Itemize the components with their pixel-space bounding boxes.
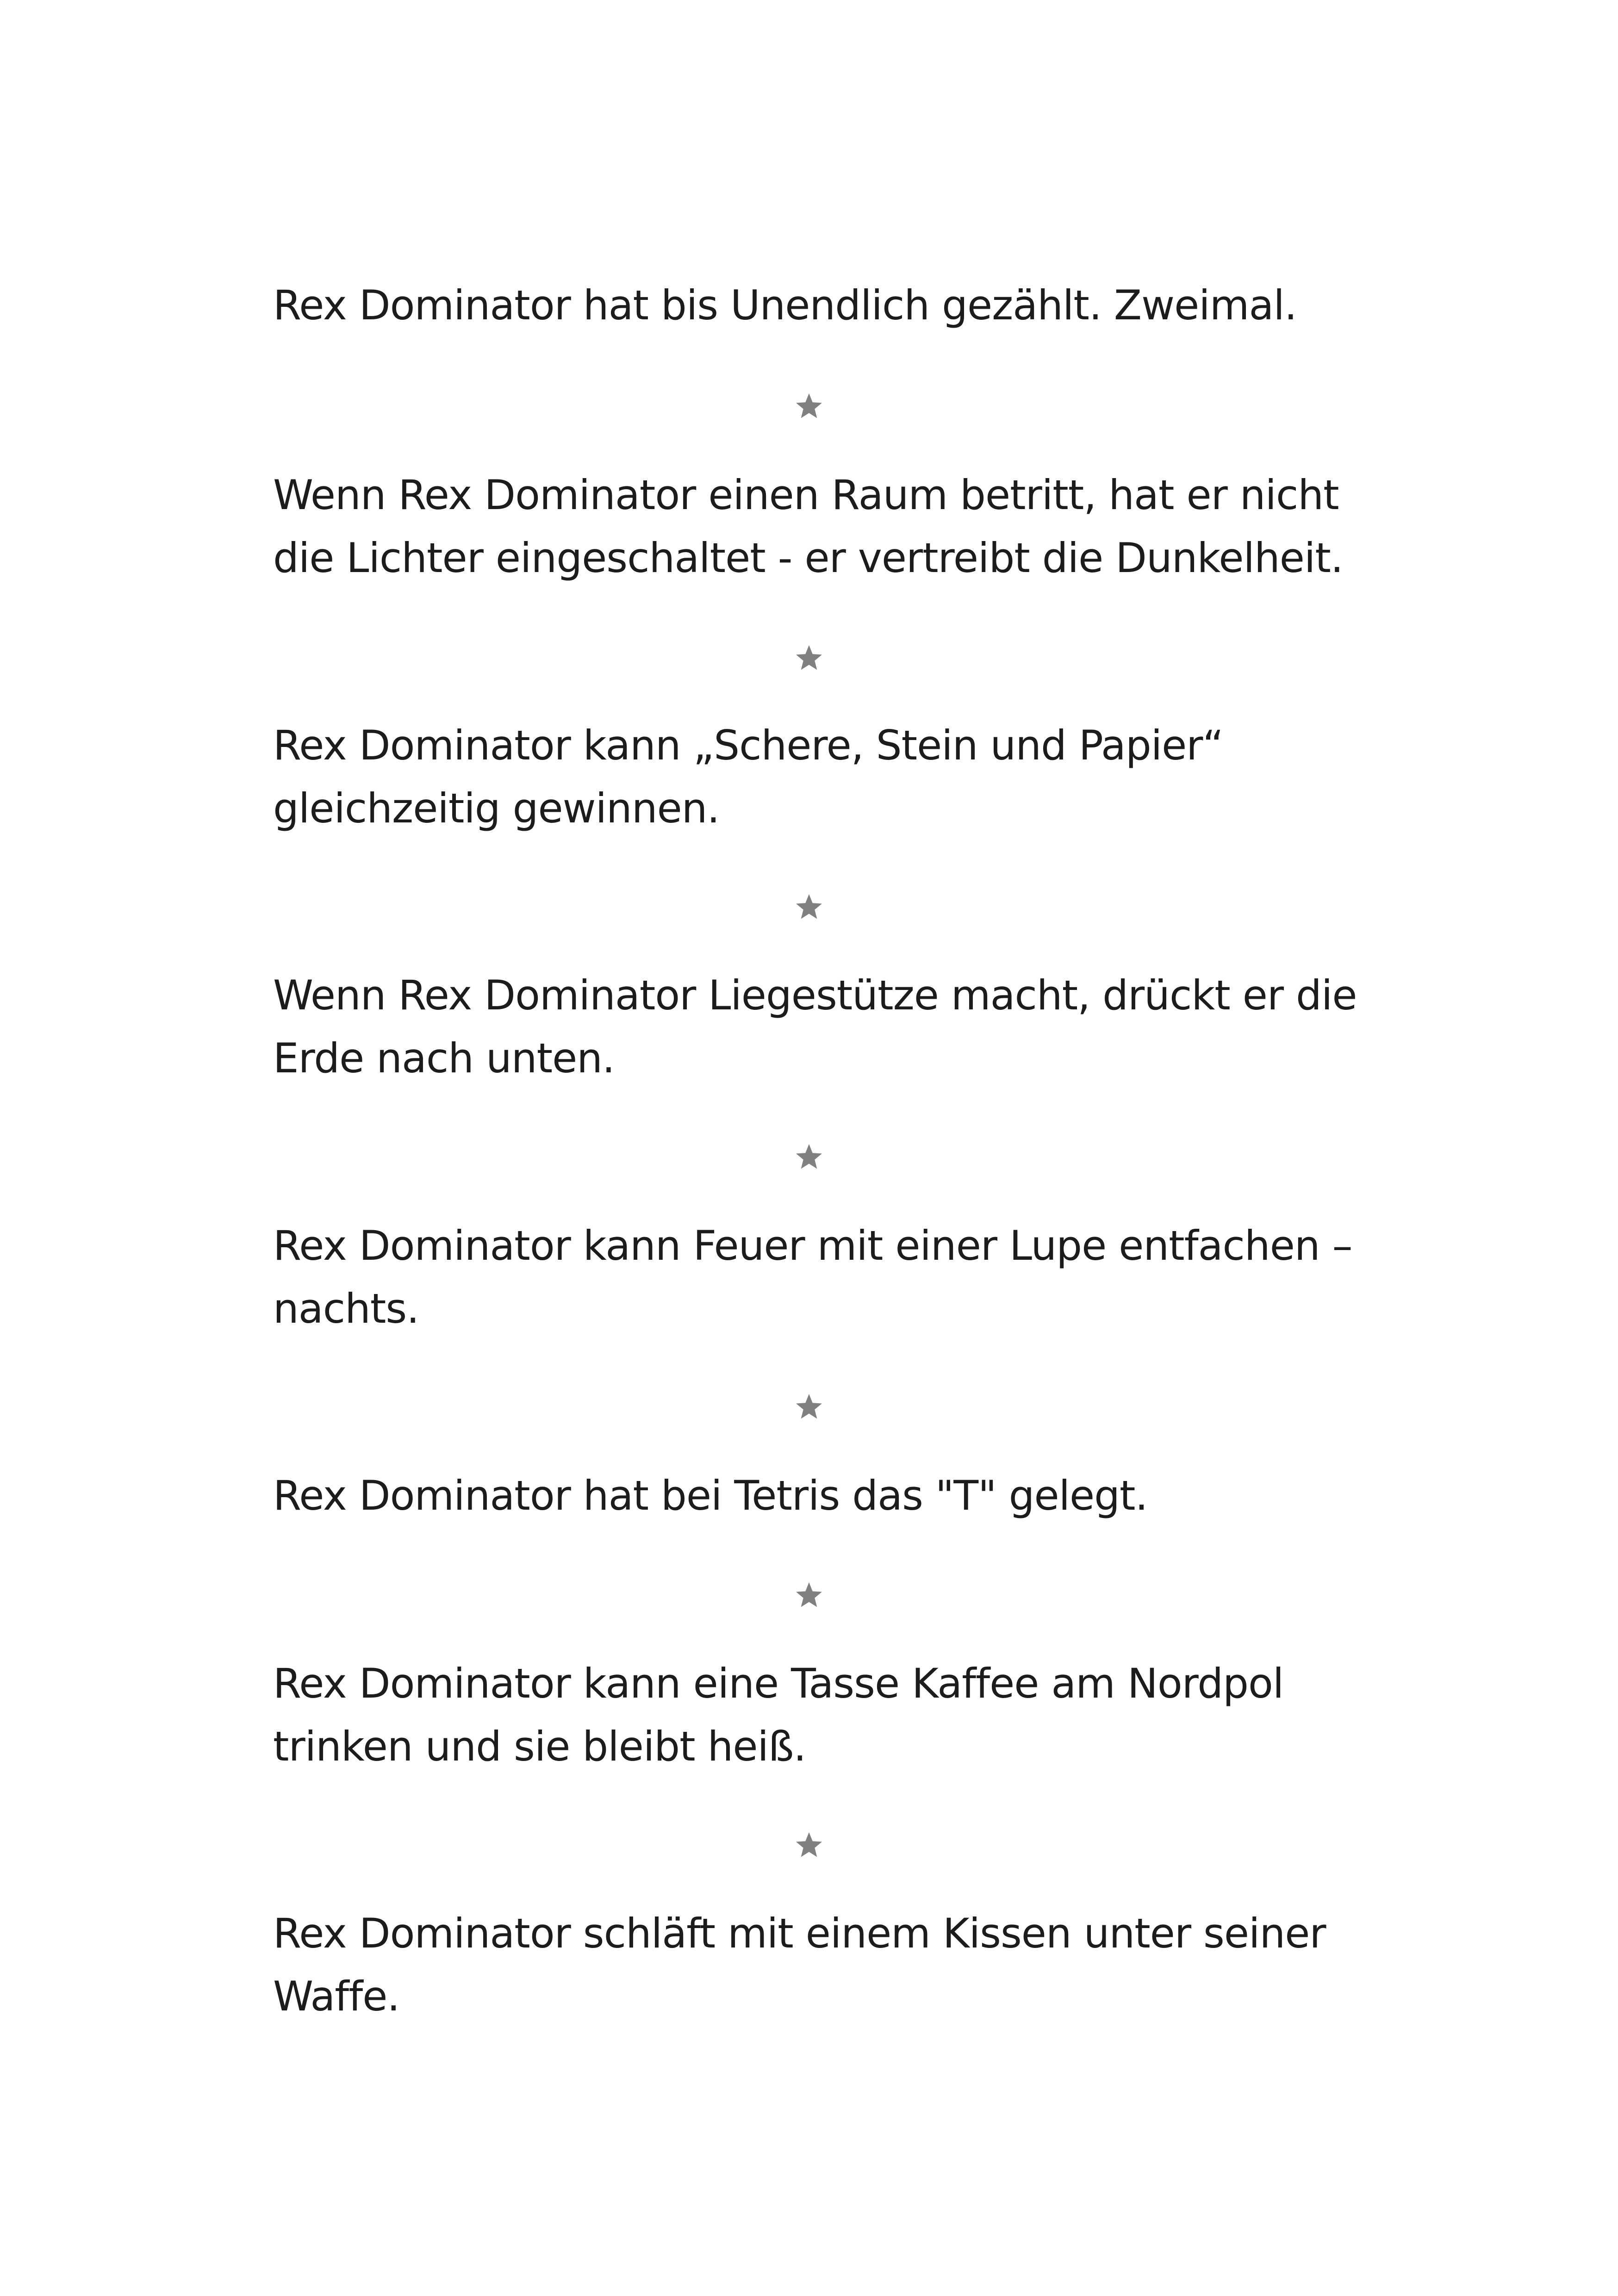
star-icon [794, 392, 824, 421]
fact-7: Rex Dominator kann eine Tasse Kaffee am Nordpol trinken und sie bleibt heiß. [273, 1660, 1284, 1770]
star-separator-4 [0, 1139, 1618, 1176]
star-separator-6 [0, 1577, 1618, 1614]
star-icon [794, 1580, 824, 1610]
star-icon [794, 1830, 824, 1860]
star-icon [794, 1142, 824, 1172]
star-icon [794, 643, 824, 673]
fact-6: Rex Dominator hat bei Tetris das "T" gelegt. [273, 1472, 1148, 1519]
star-icon [794, 1392, 824, 1422]
star-icon [794, 892, 824, 922]
star-separator-5 [0, 1388, 1618, 1425]
star-separator-2 [0, 640, 1618, 677]
fact-5: Rex Dominator kann Feuer mit einer Lupe entfachen – nachts. [273, 1222, 1352, 1332]
star-separator-1 [0, 388, 1618, 425]
fact-2: Wenn Rex Dominator einen Raum betritt, hat er nicht die Lichter eingeschaltet - er vertreibt die Dunkelheit. [273, 471, 1343, 582]
fact-1: Rex Dominator hat bis Unendlich gezählt. Zweimal. [273, 281, 1297, 329]
fact-4: Wenn Rex Dominator Liegestütze macht, drückt er die Erde nach unten. [273, 971, 1357, 1082]
star-separator-7 [0, 1827, 1618, 1864]
fact-3: Rex Dominator kann „Schere, Stein und Papier“ gleichzeitig gewinnen. [273, 722, 1224, 832]
star-separator-3 [0, 889, 1618, 926]
fact-8: Rex Dominator schläft mit einem Kissen unter seiner Waffe. [273, 1910, 1326, 2020]
